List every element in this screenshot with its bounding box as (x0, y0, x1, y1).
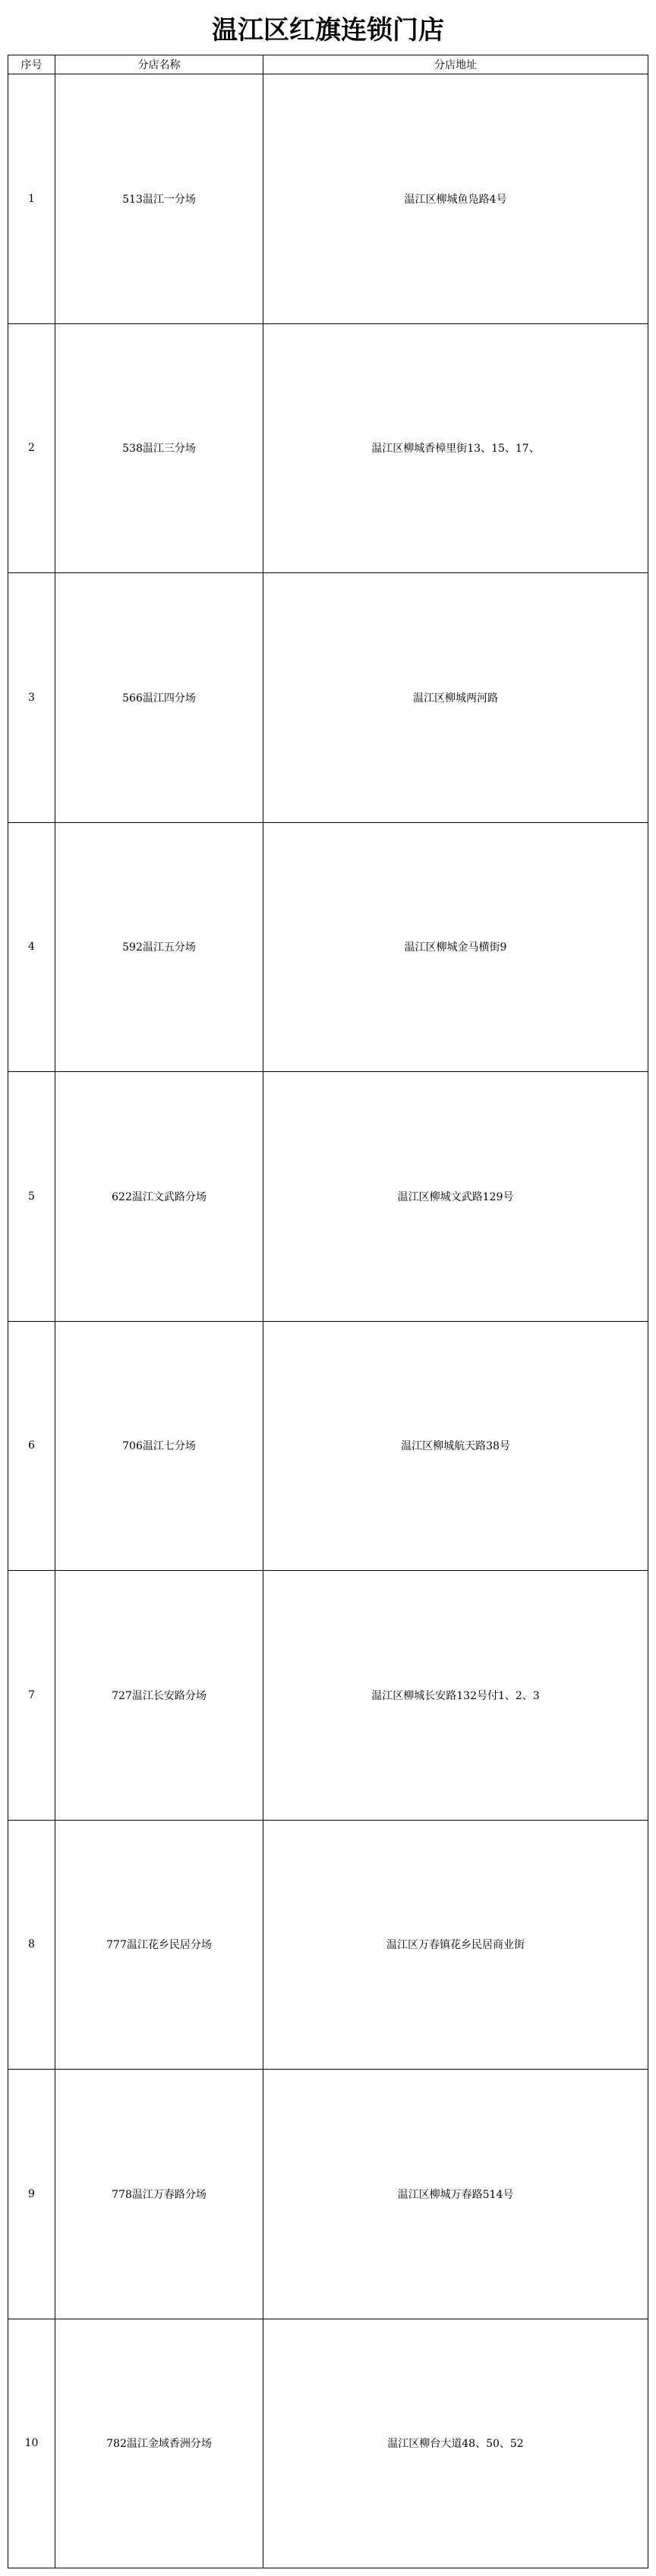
table-row (8, 1820, 648, 2070)
table-row (8, 822, 648, 1072)
table-row (8, 1072, 648, 1322)
table-row (8, 1571, 648, 1821)
store-address: 温江区万春镇花乡民居商业街 (263, 1820, 648, 2070)
store-name: 782温江金域香洲分场 (55, 2319, 263, 2568)
store-name: 622温江文武路分场 (55, 1072, 263, 1322)
store-name: 538温江三分场 (55, 323, 263, 573)
page-title: 温江区红旗连锁门店 (212, 15, 444, 46)
table-row (8, 2319, 648, 2568)
table-header-row (8, 55, 648, 74)
row-index: 5 (8, 1072, 55, 1322)
row-index: 7 (8, 1571, 55, 1821)
store-address: 温江区柳城万春路514号 (263, 2070, 648, 2319)
table-row (8, 1321, 648, 1571)
row-index: 9 (8, 2070, 55, 2319)
store-name: 566温江四分场 (55, 573, 263, 823)
table-row (8, 573, 648, 823)
header-index: 序号 (8, 55, 55, 74)
store-name: 592温江五分场 (55, 822, 263, 1072)
table-body (8, 74, 648, 2568)
store-name: 706温江七分场 (55, 1321, 263, 1571)
store-name: 727温江长安路分场 (55, 1571, 263, 1821)
table-row (8, 323, 648, 573)
header-name: 分店名称 (55, 55, 263, 74)
row-index: 10 (8, 2319, 55, 2568)
store-address: 温江区柳城鱼凫路4号 (263, 74, 648, 324)
store-address: 温江区柳城香樟里街13、15、17、 (263, 323, 648, 573)
table-row (8, 2070, 648, 2319)
store-address: 温江区柳城两河路 (263, 573, 648, 823)
table-row (8, 74, 648, 324)
store-table (8, 55, 648, 2568)
store-address: 温江区柳城金马横街9 (263, 822, 648, 1072)
row-index: 6 (8, 1321, 55, 1571)
header-address: 分店地址 (263, 55, 648, 74)
row-index: 2 (8, 323, 55, 573)
row-index: 4 (8, 822, 55, 1072)
store-name: 778温江万春路分场 (55, 2070, 263, 2319)
store-address: 温江区柳城航天路38号 (263, 1321, 648, 1571)
store-address: 温江区柳城文武路129号 (263, 1072, 648, 1322)
store-address: 温江区柳城长安路132号付1、2、3 (263, 1571, 648, 1821)
store-address: 温江区柳台大道48、50、52 (263, 2319, 648, 2568)
row-index: 3 (8, 573, 55, 823)
table-wrapper (8, 55, 648, 2568)
row-index: 1 (8, 74, 55, 324)
row-index: 8 (8, 1820, 55, 2070)
store-name: 777温江花乡民居分场 (55, 1820, 263, 2070)
store-name: 513温江一分场 (55, 74, 263, 324)
